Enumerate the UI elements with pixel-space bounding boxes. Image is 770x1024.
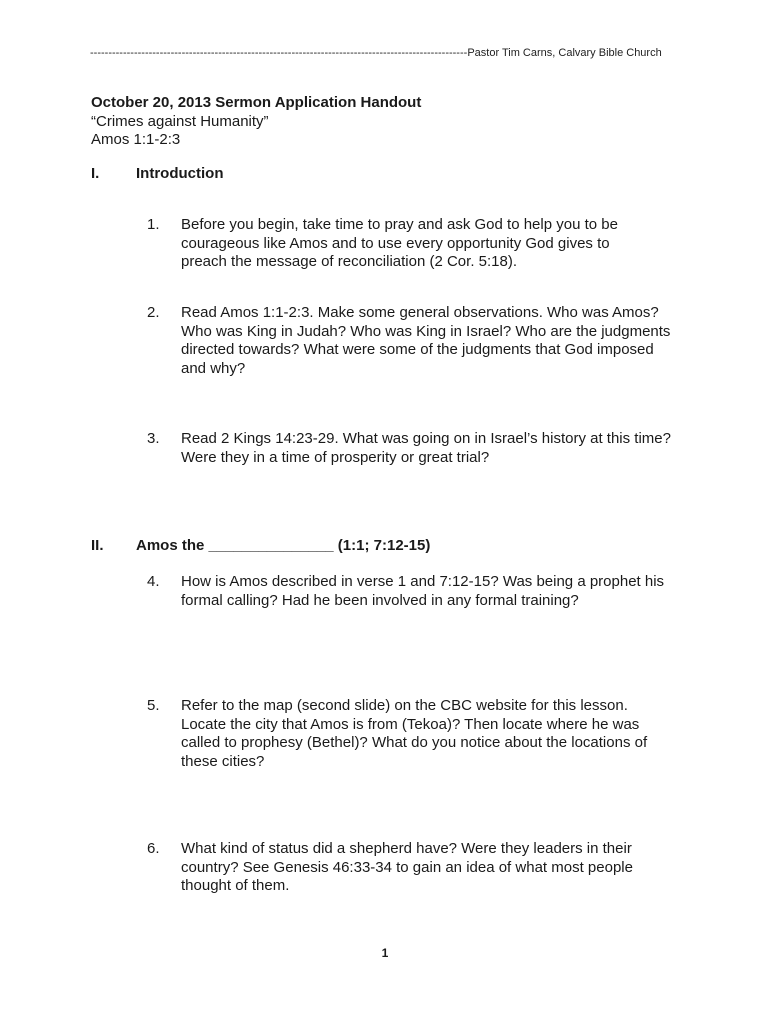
question-line: What kind of status did a shepherd have? Were they leaders in their [181, 840, 632, 857]
section-heading: Amos the _______________ (1:1; 7:12-15) [136, 537, 431, 554]
question-line: Locate the city that Amos is from (Tekoa)? Then locate where he was [181, 715, 640, 733]
question-line: thought of them. [181, 877, 290, 895]
handout-title: October 20, 2013 Sermon Application Handout [91, 94, 422, 111]
question-text [181, 840, 691, 896]
question-line: Who was King in Judah? Who was King in Israel? Who are the judgments [181, 322, 671, 340]
question-line: How is Amos described in verse 1 and 7:12-15? Was being a prophet his [181, 573, 665, 590]
page-number: 1 [381, 946, 389, 960]
question-line: these cities? [181, 753, 265, 771]
question-number: 6. [147, 840, 160, 857]
question-line: Before you begin, take time to pray and ask God to help you to be [181, 216, 618, 233]
header-dashes: ------------------------------------------------------------------------------------------------------- [90, 47, 468, 59]
question-line: Refer to the map (second slide) on the CBC website for this lesson. [181, 697, 628, 714]
question-line: Read 2 Kings 14:23-29. What was going on in Israel’s history at this time? [181, 430, 671, 447]
question-text [181, 573, 691, 610]
question-line: Were they in a time of prosperity or great trial? [181, 448, 490, 466]
header-author: Pastor Tim Carns, Calvary Bible Church [467, 47, 662, 59]
question-text [181, 430, 691, 467]
question-line: formal calling? Had he been involved in any formal training? [181, 591, 579, 609]
question-text [181, 304, 691, 379]
section-heading: Introduction [136, 165, 224, 182]
question-number: 4. [147, 573, 160, 590]
section-numeral: I. [91, 165, 100, 182]
question-line: and why? [181, 360, 246, 378]
scripture-reference: Amos 1:1-2:3 [91, 131, 181, 148]
question-line: directed towards? What were some of the judgments that God imposed [181, 341, 654, 359]
question-number: 5. [147, 697, 160, 714]
question-text [181, 697, 691, 772]
question-number: 3. [147, 430, 160, 447]
handout-title-block [91, 94, 421, 150]
question-text [181, 216, 691, 272]
page-header [90, 46, 676, 60]
question-line: Read Amos 1:1-2:3. Make some general observations. Who was Amos? [181, 304, 659, 321]
question-number: 2. [147, 304, 160, 321]
sermon-title: “Crimes against Humanity” [91, 112, 269, 130]
question-line: country? See Genesis 46:33-34 to gain an idea of what most people [181, 858, 633, 876]
question-number: 1. [147, 216, 160, 233]
question-line: courageous like Amos and to use every opportunity God gives to [181, 234, 610, 252]
section-numeral: II. [91, 537, 104, 554]
question-line: called to prophesy (Bethel)? What do you notice about the locations of [181, 734, 648, 752]
question-line: preach the message of reconciliation (2 Cor. 5:18). [181, 253, 518, 271]
